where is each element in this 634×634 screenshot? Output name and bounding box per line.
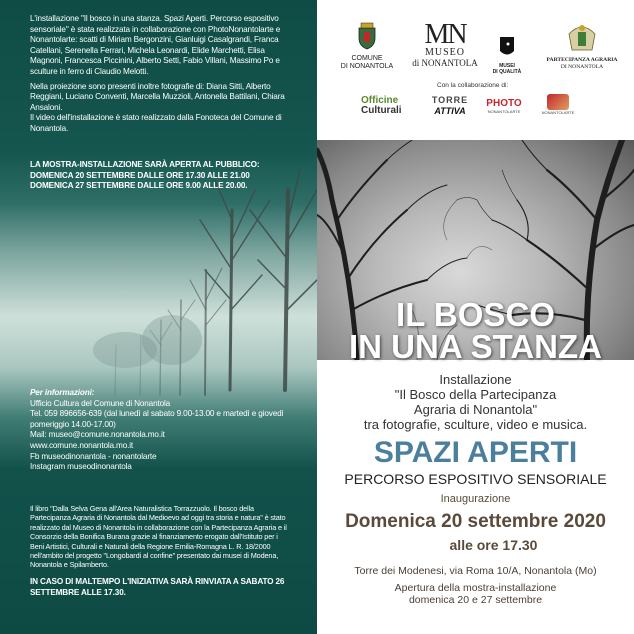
torre-line-1: TORRE [431, 95, 469, 105]
collab-label: Con la collaborazione di: [437, 82, 509, 89]
opening-line-1: LA MOSTRA-INSTALLAZIONE SARÀ APERTA AL PUBBLICO: [30, 160, 260, 169]
coat-of-arms-icon [356, 22, 378, 50]
apertura-line-2: domenica 20 e 27 settembre [408, 594, 543, 606]
info-website[interactable]: www.comune.nonantola.mo.it [30, 440, 134, 450]
info-instagram: Instagram museodinonantola [30, 462, 132, 472]
video-text: Il video dell'installazione è stato realizzato dalla Fonoteca del Comune di Nonantola. [30, 113, 282, 133]
install-line-1: Installazione [439, 372, 512, 387]
install-line-4: tra fotografie, sculture, video e musica. [363, 417, 588, 432]
nonantolarte-logo [533, 94, 583, 116]
weather-text: IN CASO DI MALTEMPO L'INIZIATIVA SARÀ RINVIATA A SABATO 26 SETTEMBRE ALLE 17.30. [30, 577, 285, 597]
intro-text: L'installazione "Il bosco in una stanza. Spazi Aperti. Percorso espositivo sensoriale" è stata realizzata in collaborazione con PhotoNonantolarte e Nonantolarte: scatti di Miriam Bergonzini, Gianluigi Casalgrandi, Franca Catellani, Serenella Ferrari, Michela Leonardi, Elide Marchetti, Elisa Magnoni, Francesca Piccinini, Alberto Setti, Fabio Villani, Massimo Po e sculture in ferro di Claudio Melotti. [30, 14, 281, 76]
title-line-2: IN UNA STANZA [349, 328, 602, 365]
info-office: Ufficio Cultura del Comune di Nonantola [30, 398, 171, 408]
comune-line-1: COMUNE [351, 55, 383, 62]
inauguration-time: alle ore 17.30 [449, 537, 538, 553]
officine-line-1: Officine [361, 95, 399, 106]
partecipanza-line-1: PARTECIPANZA AGRARIA [546, 57, 618, 63]
projection-text: Nella proiezione sono presenti inoltre fotografie di: Diana Sitti, Alberto Reggiani, Luciano Conventi, Marcella Muzzioli, Antonella Battilani, Chiara Ansaloni. [30, 81, 285, 112]
partecipanza-logo [537, 20, 627, 71]
opening-line-2: DOMENICA 20 SETTEMBRE DALLE ORE 17.30 ALLE 21.00 [30, 170, 250, 180]
nonantolarte-mark-icon [547, 94, 569, 110]
info-phone: Tel. 059 896656-639 (dal lunedì al sabato 9.00-13.00 e martedì e giovedì pomeriggio 14.00-17.00) [30, 409, 284, 429]
install-line-3: Agraria di Nonantola" [413, 402, 538, 417]
info-facebook: Fb museodinonantola - nonantolarte [30, 451, 157, 461]
opening-line-3: DOMENICA 27 SETTEMBRE DALLE ORE 9.00 ALLE 20.00. [30, 181, 248, 191]
venue-text: Torre dei Modenesi, via Roma 10/A, Nonantola (Mo) [354, 565, 597, 577]
comune-line-2: DI NONANTOLA [340, 63, 394, 70]
museo-logo [409, 19, 481, 68]
photo-line-1: PHOTO [486, 98, 522, 109]
inaugurazione-label: Inaugurazione [440, 493, 511, 505]
info-heading: Per informazioni: [30, 388, 95, 397]
nonantolarte-label: NONANTOLARTE [541, 110, 575, 115]
photo-line-2: NONANTOLARTE [487, 109, 521, 114]
title-line-1: IL BOSCO [396, 296, 555, 333]
apertura-line-1: Apertura della mostra-installazione [394, 582, 557, 594]
museo-line-2: di NONANTOLA [412, 58, 478, 68]
musei-line-1: MUSEI [499, 63, 515, 69]
photo-nonantolarte-logo [479, 98, 529, 114]
museo-mark: MN [424, 19, 466, 50]
inauguration-date: Domenica 20 settembre 2020 [345, 511, 606, 532]
info-mail[interactable]: Mail: museo@comune.nonantola.mo.it [30, 430, 165, 440]
partecipanza-line-2: DI NONANTOLA [560, 64, 604, 70]
opening-hours [30, 160, 292, 192]
weather-note [30, 577, 292, 598]
percorso-subtitle: PERCORSO ESPOSITIVO SENSORIALE [344, 471, 607, 487]
officine-line-2: Culturali [361, 105, 402, 116]
right-panel [317, 0, 634, 634]
installation-description [317, 372, 634, 432]
torre-attiva-logo [425, 94, 475, 116]
musei-qualita-logo [489, 36, 525, 75]
install-line-2: "Il Bosco della Partecipanza [394, 387, 557, 402]
info-block [30, 388, 292, 473]
credits-block [30, 14, 292, 135]
comune-logo [339, 22, 395, 71]
apertura-block [317, 582, 634, 606]
spazi-aperti-heading: SPAZI APERTI [373, 436, 578, 469]
museo-line-1: MUSEO [424, 47, 465, 58]
musei-qualita-icon [498, 36, 516, 58]
officine-culturali-logo [361, 96, 419, 116]
torre-line-2: ATTIVA [434, 106, 466, 116]
partecipanza-emblem-icon [565, 20, 599, 52]
book-text: Il libro "Dalla Selva Gena all'Area Naturalistica Torrazzuolo. Il bosco della Partecipanza Agraria di Nonantola dal Medioevo ad oggi tra storia e natura" è stato realizzato dal Museo di Nonantola in collaborazione con la Partecipanza Agraria e il Consorzio della Bonifica Burana grazie al finanziamento erogato dall'Istituto per i Beni Artistici, Culturali e Naturali della Regione Emilia-Romagna L. R. 18/2000 nell'ambito del progetto "Longobardi al confine" presentato dai musei di Modena, Nonantola e Spilamberto. [30, 504, 287, 570]
musei-line-2: DI QUALITÀ [492, 69, 522, 75]
book-note [30, 504, 292, 570]
